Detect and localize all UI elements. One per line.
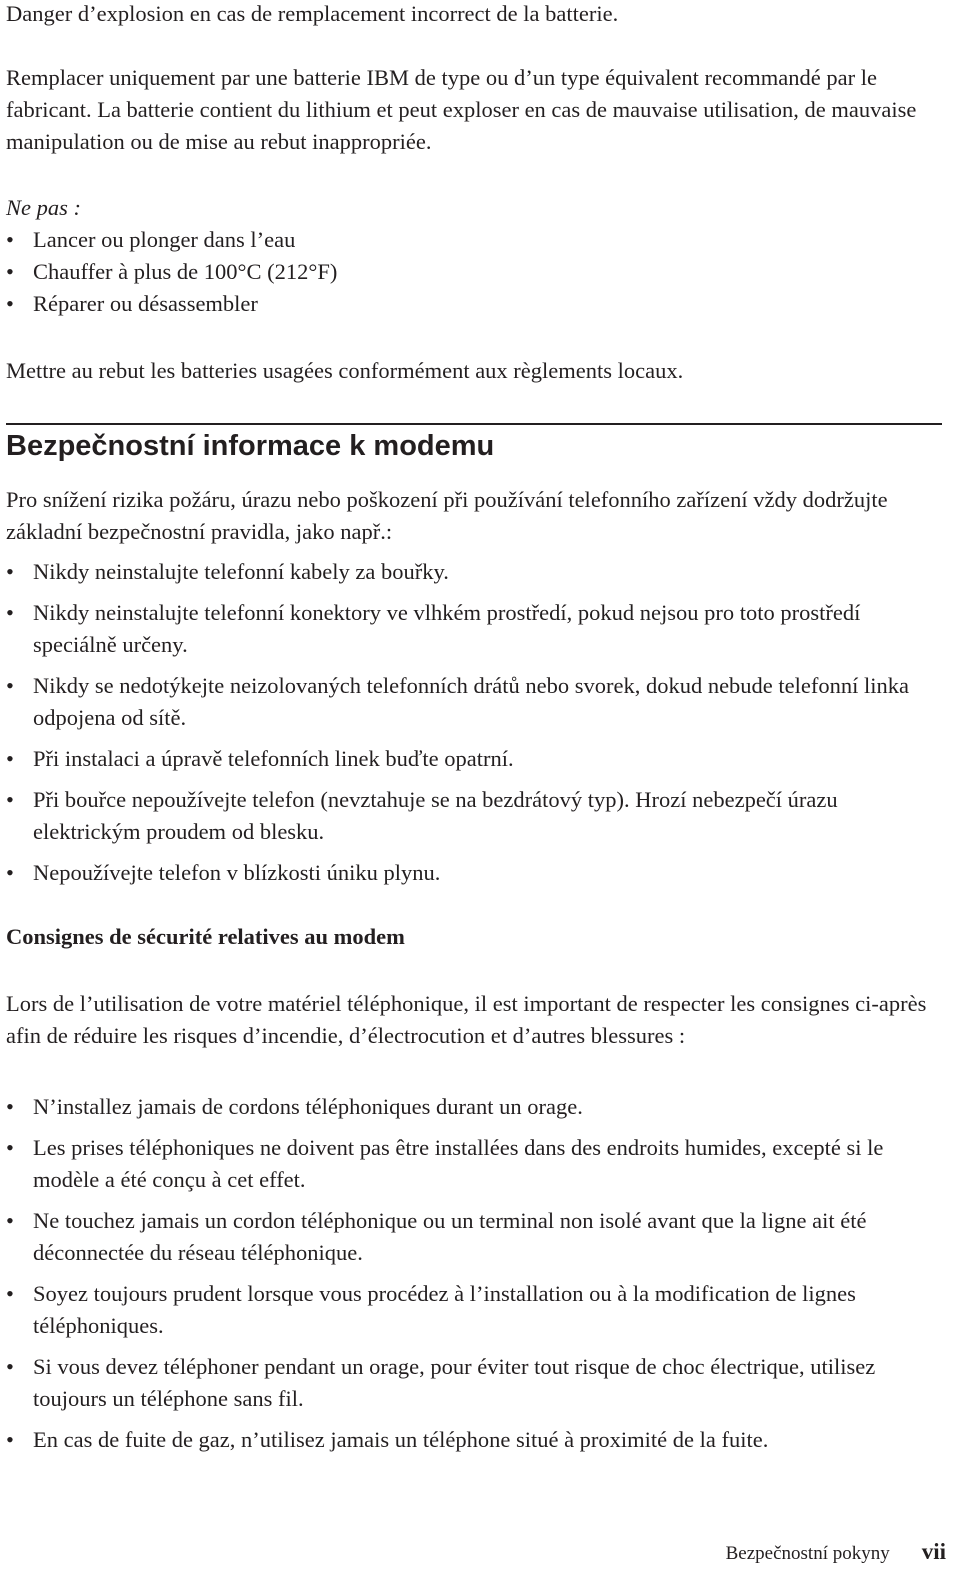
bullet-icon: • xyxy=(6,1427,14,1452)
modem-fr-list xyxy=(6,1091,946,1465)
list-item: • Ne touchez jamais un cordon téléphonique ou un terminal non isolé avant que la ligne ait été déconnectée du réseau téléphonique. xyxy=(6,1205,946,1269)
list-item: • Nikdy neinstalujte telefonní konektory ve vlhkém prostředí, pokud nejsou pro toto prostředí speciálně určeny. xyxy=(6,597,946,661)
list-item: • Při instalaci a úpravě telefonních linek buďte opatrní. xyxy=(6,743,946,775)
list-item: • Si vous devez téléphoner pendant un orage, pour éviter tout risque de choc électrique, utilisez toujours un téléphone sans fil. xyxy=(6,1351,946,1415)
bullet-icon: • xyxy=(6,1281,14,1306)
bullet-icon: • xyxy=(6,746,14,771)
bullet-icon: • xyxy=(6,559,14,584)
bullet-icon: • xyxy=(6,1094,14,1119)
list-item: • Lancer ou plonger dans l’eau xyxy=(6,224,337,256)
page-footer xyxy=(726,1538,946,1568)
battery-danger-text: Danger d’explosion en cas de remplacement incorrect de la batterie. xyxy=(6,1,619,26)
list-item: • Nepoužívejte telefon v blízkosti úniku plynu. xyxy=(6,857,946,889)
list-item: • Nikdy neinstalujte telefonní kabely za bouřky. xyxy=(6,556,946,588)
list-item: • En cas de fuite de gaz, n’utilisez jamais un téléphone situé à proximité de la fuite. xyxy=(6,1424,946,1456)
section-heading-modem-cz: Bezpečnostní informace k modemu xyxy=(6,430,495,462)
list-item: • Les prises téléphoniques ne doivent pas être installées dans des endroits humides, excepté si le modèle a été conçu à cet effet. xyxy=(6,1132,946,1196)
bullet-icon: • xyxy=(6,673,14,698)
list-item: • Nikdy se nedotýkejte neizolovaných telefonních drátů nebo svorek, dokud nebude telefonní linka odpojena od sítě. xyxy=(6,670,946,734)
bullet-icon: • xyxy=(6,860,14,885)
modem-fr-intro: Lors de l’utilisation de votre matériel téléphonique, il est important de respecter les consignes ci-après afin de réduire les risques d’incendie, d’électrocution et d’autres blessures : xyxy=(6,991,927,1048)
ne-pas-list xyxy=(6,224,337,320)
section-heading-modem-fr: Consignes de sécurité relatives au modem xyxy=(6,924,405,949)
modem-cz-list xyxy=(6,556,946,898)
page-number: vii xyxy=(921,1539,946,1564)
bullet-icon: • xyxy=(6,600,14,625)
list-item: • Chauffer à plus de 100°C (212°F) xyxy=(6,256,337,288)
bullet-icon: • xyxy=(6,291,14,316)
bullet-icon: • xyxy=(6,227,14,252)
bullet-icon: • xyxy=(6,1354,14,1379)
ne-pas-label: Ne pas : xyxy=(6,195,81,220)
list-item: • Soyez toujours prudent lorsque vous procédez à l’installation ou à la modification de lignes téléphoniques. xyxy=(6,1278,946,1342)
list-item: • Réparer ou désassembler xyxy=(6,288,337,320)
modem-cz-intro: Pro snížení rizika požáru, úrazu nebo poškození při používání telefonního zařízení vždy dodržujte základní bezpečnostní pravidla, jako např.: xyxy=(6,487,888,544)
battery-disposal-text: Mettre au rebut les batteries usagées conformément aux règlements locaux. xyxy=(6,358,684,383)
bullet-icon: • xyxy=(6,259,14,284)
list-item: • N’installez jamais de cordons téléphoniques durant un orage. xyxy=(6,1091,946,1123)
list-item: • Při bouřce nepoužívejte telefon (nevztahuje se na bezdrátový typ). Hrozí nebezpečí úrazu elektrickým proudem od blesku. xyxy=(6,784,946,848)
section-divider xyxy=(6,423,942,425)
bullet-icon: • xyxy=(6,1135,14,1160)
battery-replace-text: Remplacer uniquement par une batterie IBM de type ou d’un type équivalent recommandé par le fabricant. La batterie contient du lithium et peut exploser en cas de mauvaise utilisation, de mauvaise manipulation ou de mise au rebut inappropriée. xyxy=(6,65,917,154)
bullet-icon: • xyxy=(6,1208,14,1233)
bullet-icon: • xyxy=(6,787,14,812)
footer-section-title: Bezpečnostní pokyny xyxy=(725,1543,890,1564)
